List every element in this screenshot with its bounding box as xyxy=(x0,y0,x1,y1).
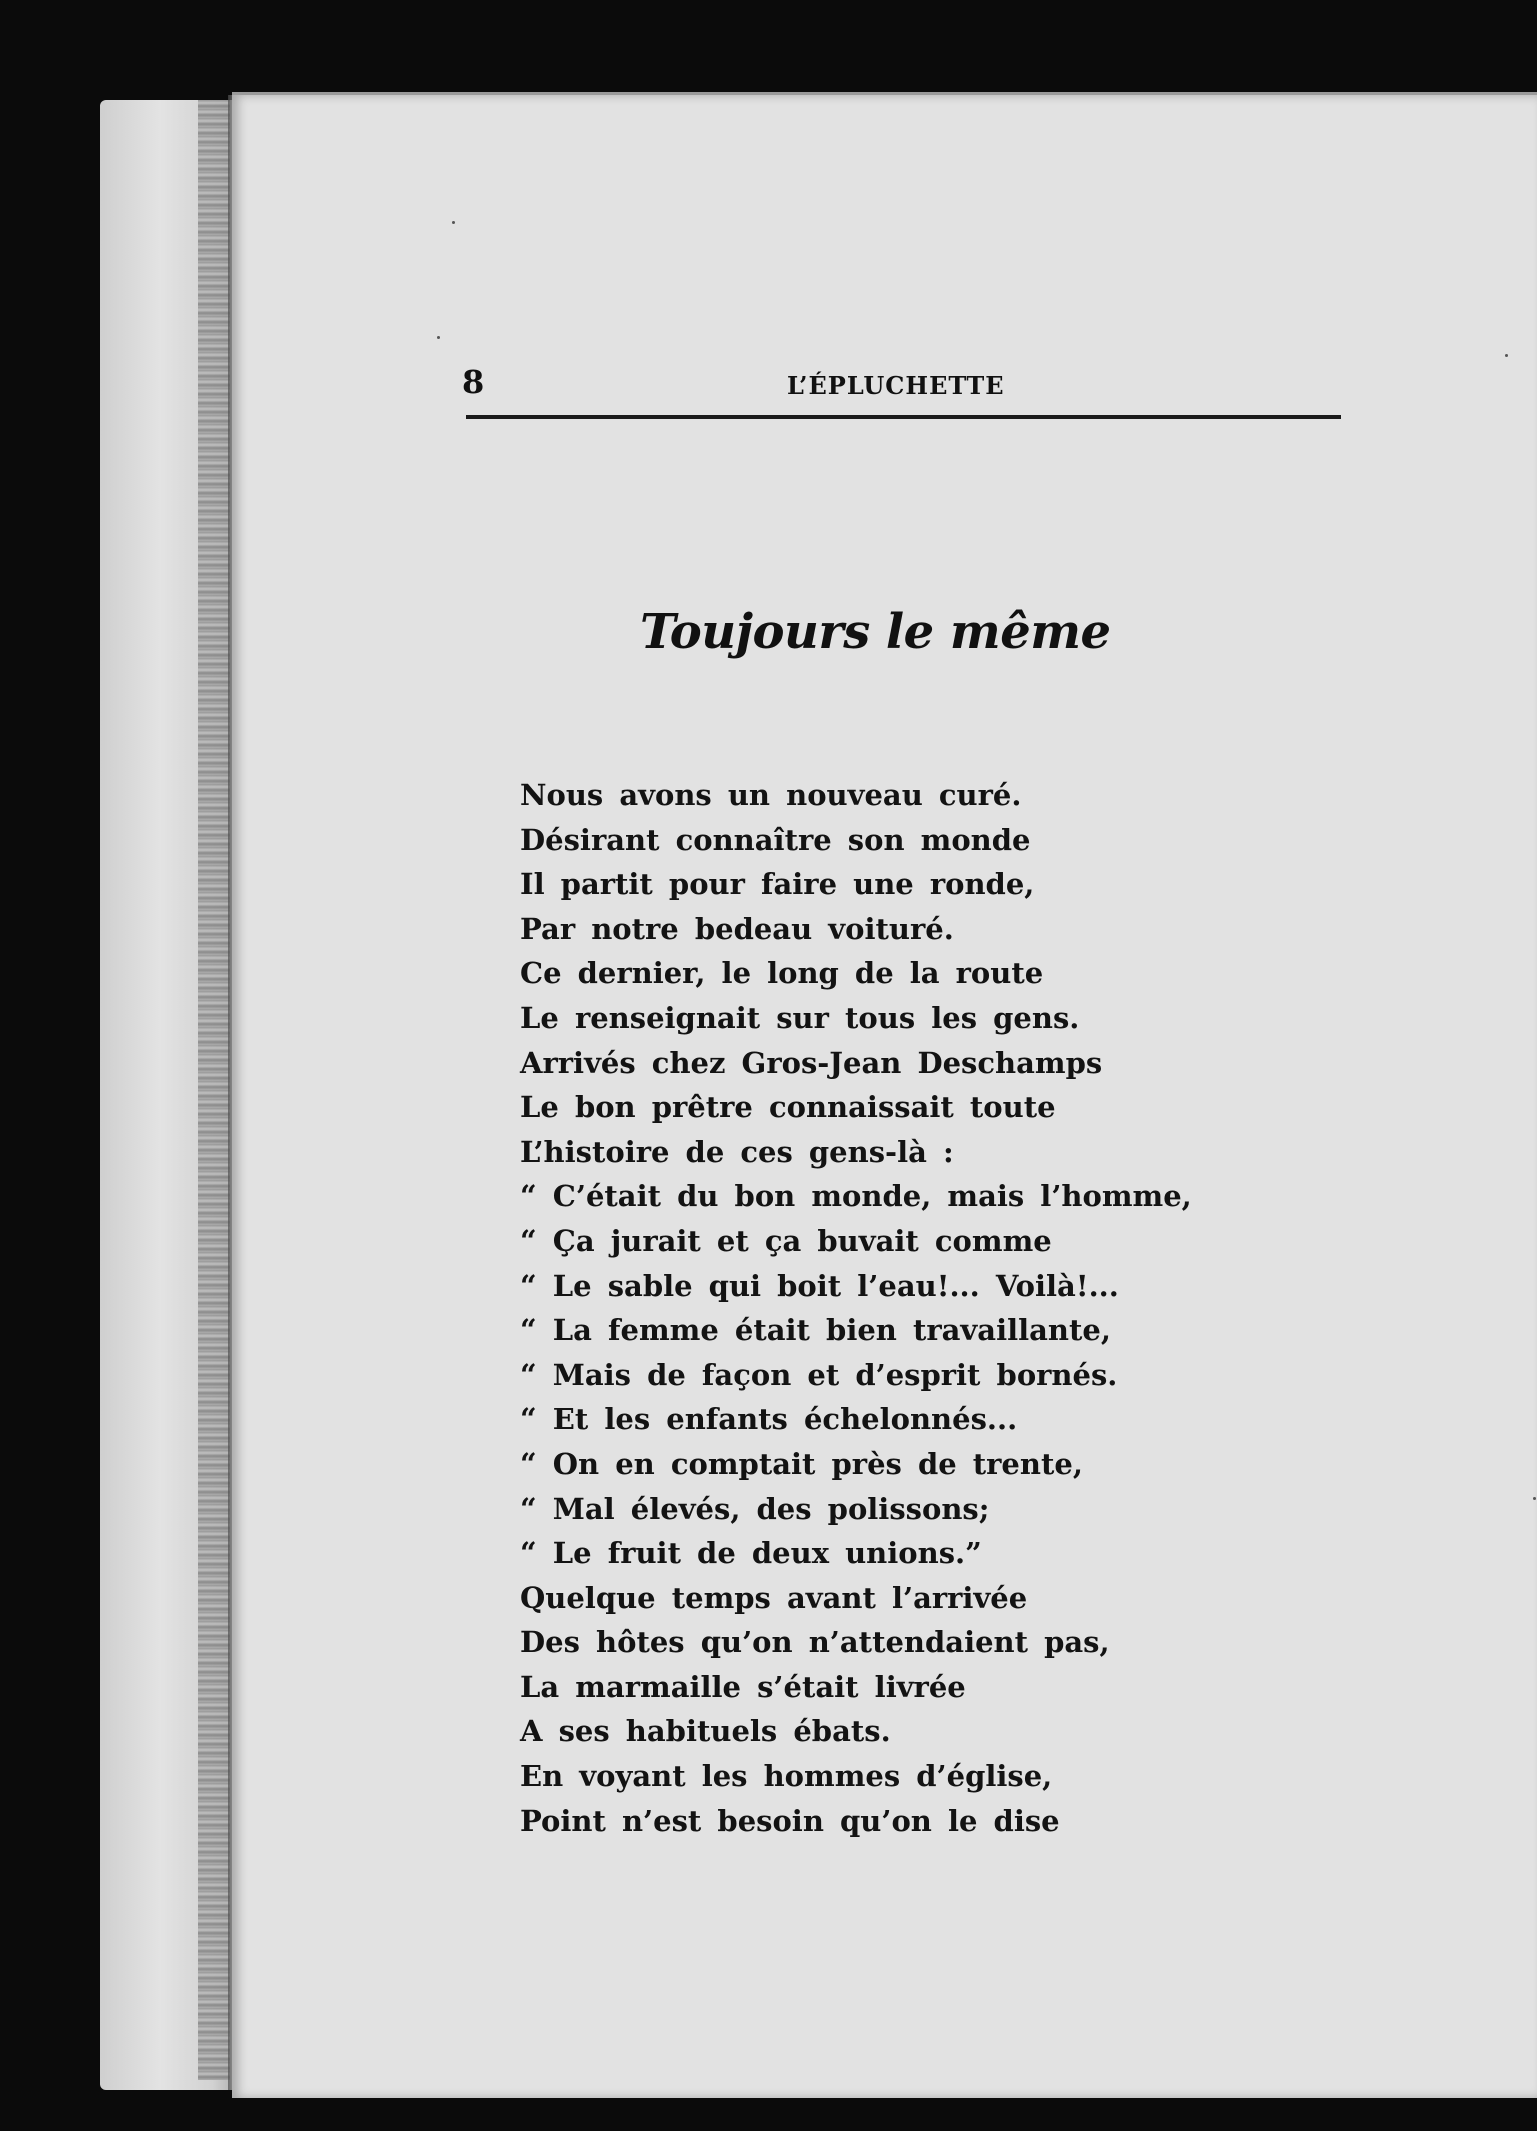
scan-speck xyxy=(1505,354,1508,357)
poem-line: Le bon prêtre connaissait toute xyxy=(520,1090,1056,1125)
poem-line: Nous avons un nouveau curé. xyxy=(520,778,1022,812)
scan-speck xyxy=(437,336,440,339)
poem-line: Il partit pour faire une ronde, xyxy=(520,867,1035,902)
page-number: 8 xyxy=(462,363,485,401)
poem-line: Désirant connaître son monde xyxy=(520,822,1031,857)
poem-line: L’histoire de ces gens-là : xyxy=(520,1134,954,1169)
poem-line: “ Mais de façon et d’esprit bornés. xyxy=(520,1357,1118,1392)
scan-speck xyxy=(452,221,455,224)
poem-line: En voyant les hommes d’église, xyxy=(520,1759,1053,1794)
poem-line: Ce dernier, le long de la route xyxy=(520,956,1044,991)
poem-line: “ Le fruit de deux unions.” xyxy=(520,1536,982,1571)
poem-body xyxy=(520,773,1192,1843)
poem-title: Toujours le même xyxy=(640,604,1111,660)
poem-line: “ C’était du bon monde, mais l’homme, xyxy=(520,1179,1192,1214)
poem-line: “ On en comptait près de trente, xyxy=(520,1446,1083,1481)
poem-line: “ Le sable qui boit l’eau!... Voilà!... xyxy=(520,1268,1119,1303)
poem-line: Des hôtes qu’on n’attendaient pas, xyxy=(520,1625,1110,1660)
poem-line: “ La femme était bien travaillante, xyxy=(520,1313,1111,1348)
poem-line: Quelque temps avant l’arrivée xyxy=(520,1580,1028,1615)
poem-line: A ses habituels ébats. xyxy=(520,1714,891,1749)
poem-line: Arrivés chez Gros-Jean Deschamps xyxy=(520,1045,1103,1080)
poem-line: “ Ça jurait et ça buvait comme xyxy=(520,1223,1052,1258)
poem-line: Point n’est besoin qu’on le dise xyxy=(520,1803,1060,1838)
scan-speck xyxy=(1533,1497,1536,1500)
poem-line: Le renseignait sur tous les gens. xyxy=(520,1000,1080,1035)
poem-line: Par notre bedeau voituré. xyxy=(520,911,954,946)
book-spine xyxy=(198,100,230,2080)
header-rule xyxy=(466,415,1341,419)
poem-line: La marmaille s’était livrée xyxy=(520,1669,966,1704)
running-header-title: L’ÉPLUCHETTE xyxy=(787,371,1005,400)
poem-line: “ Et les enfants échelonnés... xyxy=(520,1402,1018,1437)
poem-line: “ Mal élevés, des polissons; xyxy=(520,1491,990,1526)
